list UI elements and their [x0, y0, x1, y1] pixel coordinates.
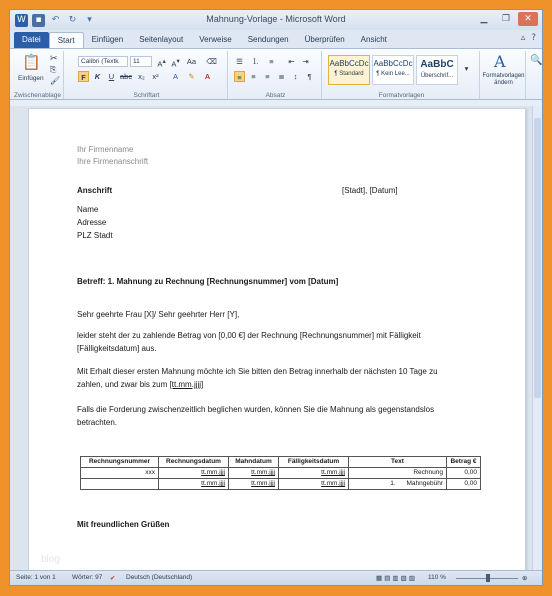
tab-datei[interactable]: Datei — [14, 32, 49, 48]
text-effects-icon[interactable]: A — [172, 72, 178, 81]
style-sample: AaBbCcDc — [373, 59, 413, 68]
grow-font-icon[interactable]: A▴ — [157, 58, 166, 69]
save-icon[interactable]: ▪ — [32, 14, 45, 27]
table-header-cell: Fälligkeitsdatum — [279, 457, 349, 468]
font-size-select[interactable]: 11 — [130, 56, 152, 67]
paragraph-1-line-2: [Fälligkeitsdatum] aus. — [77, 344, 157, 353]
font-name-select[interactable]: Calibri (Textk — [78, 56, 128, 67]
find-icon[interactable]: 🔍 — [530, 55, 543, 66]
redo-icon[interactable]: ↻ — [68, 14, 77, 25]
superscript-button[interactable]: x² — [152, 72, 159, 81]
font-group-label: Schriftart — [133, 92, 160, 99]
paragraph-3-line-1: Falls die Forderung zwischenzeitlich beglichen wurden, können Sie die Mahnung als gegenstandslos — [77, 405, 435, 414]
table-cell: 0,00 — [447, 468, 481, 479]
styles-group — [324, 51, 480, 99]
customize-qat-icon[interactable]: ▾ — [87, 14, 92, 25]
tab-ansicht[interactable]: Ansicht — [360, 35, 387, 44]
table-row — [81, 479, 481, 490]
paste-icon[interactable]: 📋 — [22, 53, 41, 71]
subscript-button[interactable]: x₂ — [138, 72, 145, 81]
ribbon — [10, 48, 542, 100]
multilevel-list-icon[interactable]: ≡ — [269, 57, 274, 66]
anschrift-heading: Anschrift — [77, 186, 113, 195]
vertical-scrollbar[interactable] — [532, 106, 542, 572]
clear-formatting-icon[interactable]: ⌫ — [206, 57, 217, 66]
table-cell: tt.mm.jjjj — [279, 468, 349, 479]
table-header-cell: Rechnungsnummer — [81, 457, 159, 468]
tab-einfuegen[interactable]: Einfügen — [91, 35, 124, 44]
font-group — [66, 51, 228, 99]
ribbon-tabs — [10, 30, 542, 48]
table-row — [81, 468, 481, 479]
table-cell: 0,00 — [447, 479, 481, 490]
table-cell: 1. Mahngebühr — [349, 479, 447, 490]
table-cell: tt.mm.jjjj — [229, 468, 279, 479]
table-cell: tt.mm.jjjj — [229, 479, 279, 490]
tab-ueberpruefen[interactable]: Überprüfen — [304, 35, 345, 44]
increase-indent-icon[interactable]: ⇥ — [302, 57, 309, 66]
paragraph-group — [230, 51, 322, 99]
cut-icon[interactable]: ✂ — [50, 54, 58, 64]
status-bar — [10, 570, 542, 585]
zoom-in-icon[interactable]: ⊕ — [522, 575, 528, 582]
reminder-table — [80, 456, 481, 490]
document-area — [10, 106, 542, 572]
align-right-button[interactable]: ≡ — [265, 72, 270, 81]
clipboard-group — [12, 51, 64, 99]
numbering-icon[interactable]: ⒈ — [251, 57, 260, 66]
paste-button[interactable]: Einfügen — [18, 75, 44, 82]
maximize-button[interactable]: ❐ — [501, 14, 511, 24]
zoom-level[interactable]: 110 % — [428, 574, 446, 581]
styles-group-label: Formatvorlagen — [378, 92, 425, 99]
style-name: ¶ Kein Lee... — [376, 71, 410, 77]
copy-icon[interactable]: ⎘ — [50, 65, 57, 74]
subject-line: Betreff: 1. Mahnung zu Rechnung [Rechnungsnummer] vom [Datum] — [77, 277, 339, 286]
format-painter-icon[interactable]: 🖌 — [50, 76, 61, 85]
pilcrow-icon[interactable]: ¶ — [307, 72, 312, 81]
proofing-icon[interactable]: ✔ — [110, 574, 116, 582]
tab-sendungen[interactable]: Sendungen — [247, 35, 289, 44]
underline-button[interactable]: U — [108, 72, 115, 81]
change-styles-icon[interactable]: A — [494, 52, 506, 71]
table-header-cell: Betrag € — [447, 457, 481, 468]
table-header-cell: Mahndatum — [229, 457, 279, 468]
collapse-ribbon-icon[interactable]: ▵ — [520, 33, 526, 43]
highlight-icon[interactable]: ✎ — [188, 72, 195, 81]
align-center-button[interactable]: ≡ — [251, 72, 256, 81]
tab-seitenlayout[interactable]: Seitenlayout — [139, 35, 184, 44]
table-cell: xxx — [81, 468, 159, 479]
paragraph-3-line-2: betrachten. — [77, 418, 118, 427]
paragraph-2-text: zahlen, und zwar bis zum — [77, 380, 170, 389]
due-date-field: [tt.mm.jjjj] — [169, 380, 204, 389]
table-header-cell: Text — [349, 457, 447, 468]
line-spacing-icon[interactable]: ↕ — [293, 72, 298, 81]
change-case-icon[interactable]: Aa — [186, 57, 197, 66]
close-button[interactable]: ✕ — [518, 12, 538, 26]
city-date: [Stadt], [Datum] — [342, 186, 398, 195]
undo-icon[interactable]: ↶ — [51, 14, 60, 25]
shrink-font-icon[interactable]: A▾ — [171, 58, 180, 69]
style-sample: AaBbCcDc — [329, 59, 369, 68]
watermark: blog — [41, 554, 60, 565]
window-title: Mahnung-Vorlage - Microsoft Word — [206, 14, 346, 24]
recipient-name: Name — [77, 205, 99, 214]
table-cell: Rechnung — [349, 468, 447, 479]
table-header-row — [81, 457, 481, 468]
table-header-cell: Rechnungsdatum — [159, 457, 229, 468]
styles-more-icon[interactable]: ▾ — [464, 64, 469, 73]
closing: Mit freundlichen Grüßen — [77, 520, 170, 529]
change-styles-button[interactable]: Formatvorlagen ändern — [482, 73, 525, 86]
zoom-slider-thumb[interactable] — [486, 574, 490, 582]
table-cell: tt.mm.jjjj — [279, 479, 349, 490]
decrease-indent-icon[interactable]: ⇤ — [288, 57, 295, 66]
language-indicator[interactable]: Deutsch (Deutschland) — [126, 574, 193, 581]
title-bar — [10, 10, 542, 30]
font-color-icon[interactable]: A — [204, 72, 211, 81]
recipient-city: PLZ Stadt — [77, 231, 113, 240]
recipient-address: Adresse — [77, 218, 107, 227]
strikethrough-button[interactable]: abc — [120, 72, 133, 81]
word-window — [9, 9, 543, 586]
style-standard[interactable] — [328, 55, 370, 85]
word-app-icon[interactable]: W — [15, 14, 28, 27]
tab-verweise[interactable]: Verweise — [199, 35, 232, 44]
table-cell — [81, 479, 159, 490]
word-count[interactable]: Wörter: 97 — [72, 574, 103, 581]
bullets-icon[interactable]: ☰ — [236, 57, 243, 66]
style-kein-leerraum[interactable] — [372, 55, 414, 85]
view-buttons[interactable]: ▦ ▤ ▥ ▧ ▨ — [376, 574, 415, 582]
company-name: Ihr Firmenname — [77, 145, 134, 154]
salutation: Sehr geehrte Frau [X]/ Sehr geehrter Herr [Y], — [77, 310, 240, 319]
style-name: ¶ Standard — [334, 71, 364, 77]
style-sample: AaBbC — [420, 59, 454, 70]
table-cell: tt.mm.jjjj — [159, 479, 229, 490]
editing-group — [528, 51, 543, 99]
bold-button[interactable]: F — [78, 71, 89, 82]
quick-access-toolbar — [10, 14, 96, 27]
paragraph-1-line-1: leider steht der zu zahlende Betrag von [0,00 €] der Rechnung [Rechnungsnummer] mit Fälligkeit — [77, 331, 421, 340]
help-icon[interactable]: ? — [531, 33, 536, 43]
clipboard-group-label: Zwischenablage — [14, 92, 61, 99]
paragraph-2-line-2 — [77, 380, 203, 390]
tab-start[interactable]: Start — [49, 32, 84, 48]
change-styles-group — [482, 51, 526, 99]
paragraph-group-label: Absatz — [265, 92, 286, 99]
align-left-button[interactable]: ≡ — [234, 71, 245, 82]
justify-button[interactable]: ≣ — [278, 72, 285, 81]
ribbon-right-controls — [521, 33, 536, 43]
italic-button[interactable]: K — [94, 72, 101, 81]
scrollbar-thumb[interactable] — [534, 118, 541, 398]
company-address: Ihre Firmenanschrift — [77, 157, 149, 166]
table-cell: tt.mm.jjjj — [159, 468, 229, 479]
page-count[interactable]: Seite: 1 von 1 — [16, 574, 56, 581]
minimize-button[interactable]: ▁ — [480, 14, 488, 24]
document-page[interactable] — [28, 108, 526, 574]
style-name: Überschrif... — [420, 73, 454, 79]
style-ueberschrift[interactable] — [416, 55, 458, 85]
window-controls — [474, 12, 538, 26]
paragraph-2-line-1: Mit Erhalt dieser ersten Mahnung möchte ich Sie bitten den Betrag innerhalb der nächsten 10 Tage zu — [77, 367, 438, 376]
